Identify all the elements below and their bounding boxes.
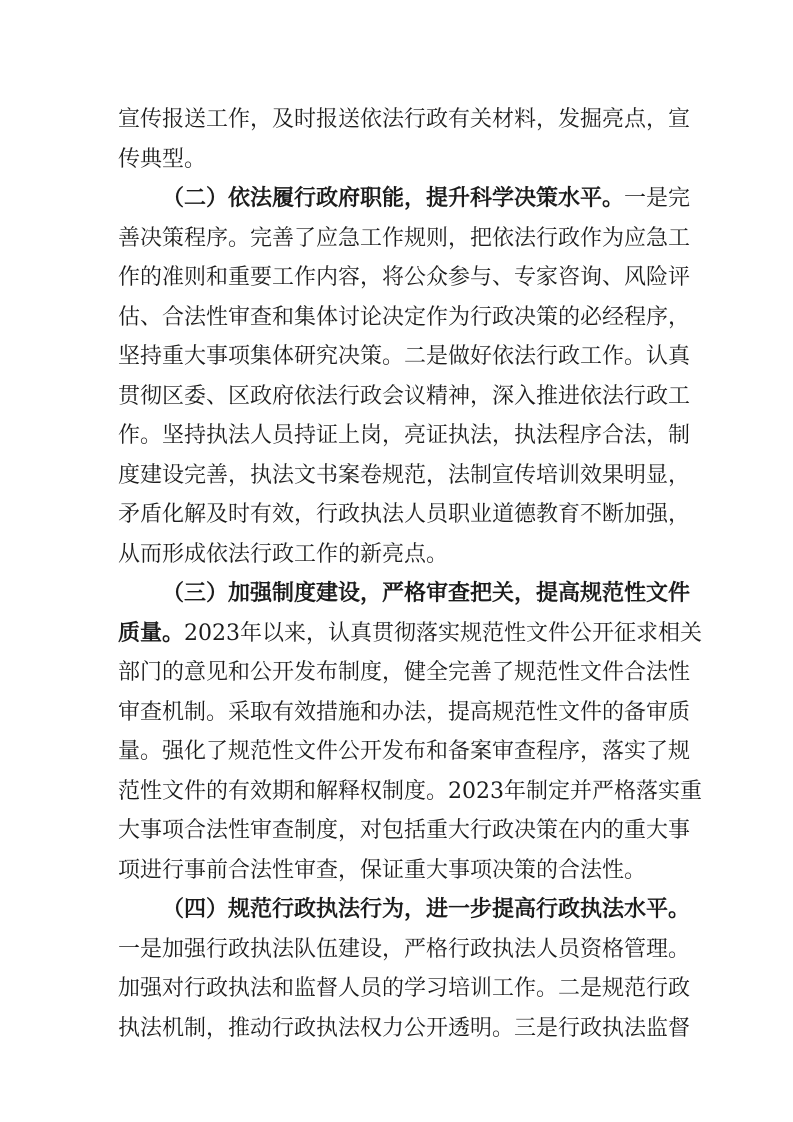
- text-line: [118, 1009, 691, 1049]
- line-text: 大事项合法性审查制度，对包括重大行政决策在内的重大事: [118, 818, 691, 843]
- line-text: 量。强化了规范性文件公开发布和备案审查程序，落实了规: [118, 739, 691, 764]
- text-line: [118, 179, 691, 219]
- line-text: 2023年以来，认真贯彻落实规范性文件公开征求相关: [184, 620, 703, 646]
- line-text: 加强对行政执法和监督人员的学习培训工作。二是规范行政: [118, 976, 691, 1001]
- text-line: [118, 811, 691, 851]
- text-line: [118, 930, 691, 970]
- text-line: [118, 140, 678, 180]
- section-heading: 质量。: [118, 620, 185, 646]
- text-line: [118, 890, 691, 930]
- text-line: [118, 969, 691, 1009]
- text-line: [118, 653, 691, 693]
- text-line: [118, 495, 691, 535]
- text-line: [118, 377, 691, 417]
- text-line: [118, 732, 691, 772]
- line-text: 一是完: [624, 186, 691, 211]
- line-text: 善决策程序。完善了应急工作规则，把依法行政作为应急工: [118, 225, 691, 251]
- text-line: [118, 258, 691, 298]
- line-text: 作。坚持执法人员持证上岗，亮证执法，执法程序合法，制: [118, 423, 691, 448]
- text-line: [118, 456, 691, 496]
- line-text: 项进行事前合法性审查，保证重大事项决策的合法性。: [118, 857, 647, 883]
- line-text: 执法机制，推动行政执法权力公开透明。三是行政执法监督: [118, 1015, 691, 1041]
- paragraph-2-heading-summary: [0, 0, 1, 1]
- line-text: 范性文件的有效期和解释权制度。2023年制定并严格落实重: [118, 778, 702, 804]
- line-text: 部门的意见和公开发布制度，健全完善了规范性文件合法性: [118, 660, 691, 685]
- text-line: [118, 535, 678, 575]
- text-line: [118, 851, 678, 891]
- text-line: [118, 614, 703, 654]
- line-text: 估、合法性审查和集体讨论决定作为行政决策的必经程序，: [118, 304, 691, 330]
- line-text: 审查机制。采取有效措施和办法，提高规范性文件的备审质: [118, 699, 691, 725]
- line-text: 作的准则和重要工作内容，将公众参与、专家咨询、风险评: [118, 265, 691, 290]
- line-text: 宣传报送工作，及时报送依法行政有关材料，发掘亮点，宣: [118, 107, 691, 132]
- line-text: 从而形成依法行政工作的新亮点。: [118, 541, 449, 567]
- text-line: [118, 416, 691, 456]
- line-text: 度建设完善，执法文书案卷规范，法制宣传培训效果明显，: [118, 462, 691, 488]
- section-heading: （二）依法履行政府职能，提升科学决策水平。: [162, 186, 625, 211]
- line-text: 矛盾化解及时有效，行政执法人员职业道德教育不断加强，: [118, 502, 691, 527]
- text-line: [118, 337, 691, 377]
- text-line: [118, 219, 691, 259]
- section-heading: （四）规范行政执法行为，进一步提高行政执法水平。: [162, 897, 691, 922]
- text-line: [118, 298, 691, 338]
- line-text: 一是加强行政执法队伍建设，严格行政执法人员资格管理。: [118, 936, 691, 962]
- text-line: [118, 100, 691, 140]
- paragraph-3: [118, 574, 703, 890]
- line-text: 贯彻区委、区政府依法行政会议精神，深入推进依法行政工: [118, 383, 691, 409]
- document-page: [118, 100, 703, 1048]
- paragraph-2: [118, 179, 691, 574]
- text-line: [118, 574, 691, 614]
- section-heading: （三）加强制度建设，严格审查把关，提高规范性文件: [162, 581, 691, 606]
- paragraph-4: [118, 890, 691, 1048]
- text-line: [118, 772, 702, 812]
- paragraph-1: [118, 100, 691, 179]
- line-text: 传典型。: [118, 146, 207, 172]
- line-text: 坚持重大事项集体研究决策。二是做好依法行政工作。认真: [118, 344, 691, 369]
- text-line: [118, 693, 691, 733]
